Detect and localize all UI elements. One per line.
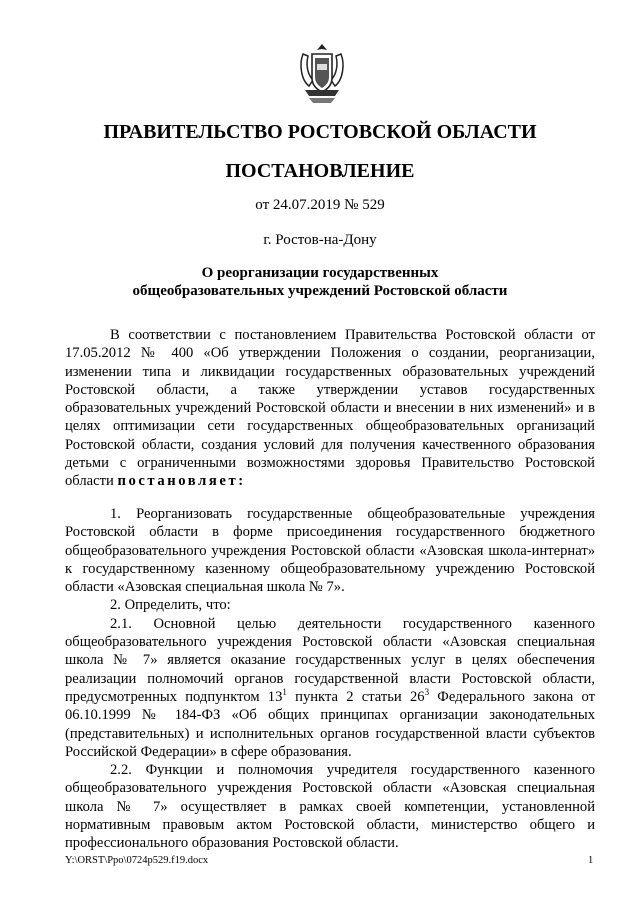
item-2-1-text-c: Федерального закона от 06.10.1999 № 184-ФЗ «Об общих принципах организации законодательных (представительных) и исполнительных органов государственной власти субъектов Российской Федерации» в сфере образования. — [65, 688, 595, 760]
item-2-1-text-a: 2.1. Основной целью деятельности государственного казенного общеобразовательного учреждения Ростовской области «Азовская специальная школа № 7» является оказание государственных услуг в целях обеспечения реализации полномочий органов государственной власти Ростовской области, предусмотренных подпунктом 13 — [65, 615, 595, 705]
city: г. Ростов-на-Дону — [263, 232, 377, 248]
superscript-1: 1 — [282, 687, 287, 698]
subject-line-2: общеобразовательных учреждений Ростовской области — [132, 283, 508, 299]
preamble — [65, 326, 595, 491]
organization-title: ПРАВИТЕЛЬСТВО РОСТОВСКОЙ ОБЛАСТИ — [103, 121, 537, 143]
item-2: 2. Определить, что: — [110, 597, 231, 614]
coat-of-arms-icon — [295, 40, 349, 106]
preamble-paragraph — [65, 326, 595, 491]
item-2-2: 2.2. Функции и полномочия учредителя государственного казенного общеобразовательного учреждения Ростовской области «Азовская специальная школа № 7» осуществляет в рамках своей компетенции, установленной нормативным правовым актом Ростовской области, министерство общего и профессионального образования Ростовской области. — [65, 762, 595, 852]
item-2-1 — [65, 615, 595, 761]
file-path: Y:\ORST\Ppo\0724p529.f19.docx — [65, 855, 209, 866]
superscript-2: 3 — [424, 687, 430, 698]
item-2-1-text-b: пункта 2 статьи 26 — [286, 688, 425, 705]
decree-items — [65, 505, 595, 853]
preamble-text: В соответствии с постановлением Правительства Ростовской области от 17.05.2012 № 400 «Об утверждении Положения о создании, реорганизации, изменении типа и ликвидации государственных образовательных учреждений Ростовской области, а также утверждении уставов государственных образовательных учреждений Ростовской области и внесении в них изменений» и в целях оптимизации сети государственных общеобразовательных организаций Ростовской области, создания условий для получения качественного образования детьми с ограниченными возможностями здоровья Правительство Ростовской области — [65, 327, 595, 490]
item-1: 1. Реорганизовать государственные общеобразовательные учреждения Ростовской области в форме присоединения государственного бюджетного общеобразовательного учреждения Ростовской области «Азовская школа-интернат» к государственному казенному общеобразовательному учреждению Ростовской области «Азовская специальная школа № 7». — [65, 506, 595, 596]
subject-line-1: О реорганизации государственных — [201, 265, 439, 281]
decree-word: постановляет: — [117, 473, 246, 490]
page-number: 1 — [588, 855, 594, 866]
subject-heading — [0, 264, 640, 300]
date-number: от 24.07.2019 № 529 — [255, 197, 385, 213]
document-type-title: ПОСТАНОВЛЕНИЕ — [225, 160, 415, 182]
